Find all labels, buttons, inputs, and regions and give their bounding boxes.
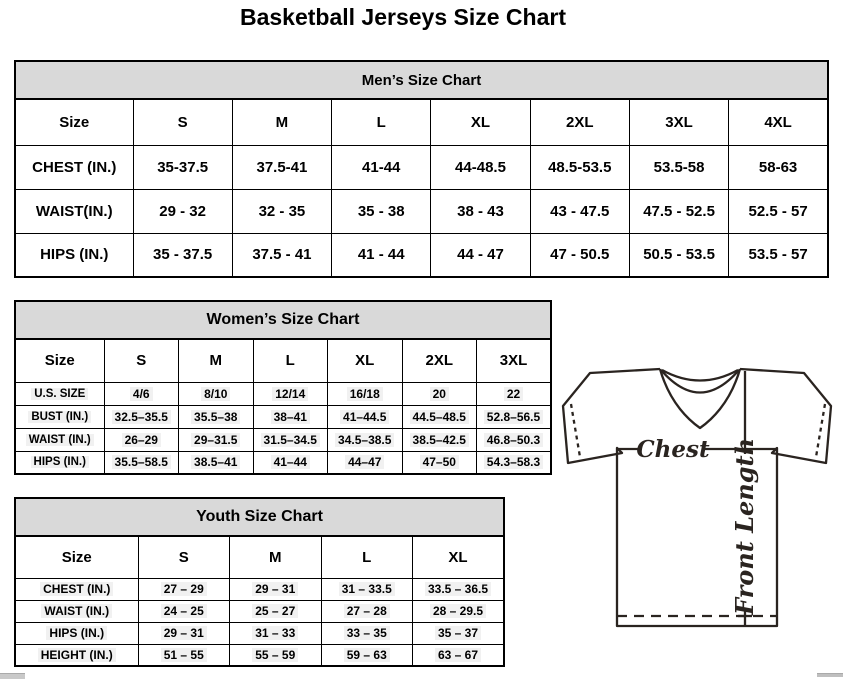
- table-row: [15, 189, 828, 233]
- size-value-cell: 4/6: [104, 382, 179, 405]
- size-value-cell: 37.5-41: [232, 145, 331, 189]
- col-header: L: [321, 536, 413, 578]
- size-value-cell: 44–47: [328, 451, 403, 474]
- scrollbar-fragment-right[interactable]: [817, 673, 843, 677]
- size-value-cell: 47 - 50.5: [530, 233, 629, 277]
- table-row: [15, 428, 551, 451]
- size-value-cell: 44-48.5: [431, 145, 530, 189]
- size-value-cell: 12/14: [253, 382, 328, 405]
- size-value-cell: 58-63: [729, 145, 828, 189]
- col-header: L: [253, 339, 328, 382]
- size-value-cell: 25 – 27: [230, 600, 322, 622]
- size-value-cell: 44 - 47: [431, 233, 530, 277]
- size-value-cell: 34.5–38.5: [328, 428, 403, 451]
- col-header: M: [230, 536, 322, 578]
- size-value-cell: 35-37.5: [133, 145, 232, 189]
- size-value-cell: 16/18: [328, 382, 403, 405]
- youth-table-title: Youth Size Chart: [15, 498, 504, 536]
- size-value-cell: 26–29: [104, 428, 179, 451]
- size-value-cell: 32 - 35: [232, 189, 331, 233]
- size-value-cell: 53.5 - 57: [729, 233, 828, 277]
- size-value-cell: 41 - 44: [332, 233, 431, 277]
- table-row: [15, 145, 828, 189]
- col-header: Size: [15, 99, 133, 145]
- row-label: WAIST (IN.): [15, 428, 104, 451]
- row-label: HEIGHT (IN.): [15, 644, 138, 666]
- size-value-cell: 47.5 - 52.5: [629, 189, 728, 233]
- size-value-cell: 31.5–34.5: [253, 428, 328, 451]
- size-value-cell: 55 – 59: [230, 644, 322, 666]
- size-value-cell: 51 – 55: [138, 644, 230, 666]
- jersey-diagram: [556, 358, 840, 660]
- front-length-label: Front Length: [730, 437, 759, 615]
- size-value-cell: 41–44: [253, 451, 328, 474]
- table-header-row: [15, 536, 504, 578]
- col-header: L: [332, 99, 431, 145]
- table-row: [15, 622, 504, 644]
- table-row: [15, 600, 504, 622]
- size-value-cell: 35 - 37.5: [133, 233, 232, 277]
- size-value-cell: 29 – 31: [138, 622, 230, 644]
- col-header: 3XL: [477, 339, 552, 382]
- col-header: XL: [328, 339, 403, 382]
- row-label: BUST (IN.): [15, 405, 104, 428]
- womens-size-table: [14, 300, 552, 475]
- col-header: S: [104, 339, 179, 382]
- table-row: [15, 233, 828, 277]
- jersey-outline: [563, 369, 831, 626]
- col-header: XL: [431, 99, 530, 145]
- size-value-cell: 31 – 33.5: [321, 578, 413, 600]
- mens-table-title: Men’s Size Chart: [15, 61, 828, 99]
- size-value-cell: 31 – 33: [230, 622, 322, 644]
- cuff-seam-dashed: [571, 404, 580, 457]
- size-value-cell: 20: [402, 382, 477, 405]
- row-label: HIPS (IN.): [15, 622, 138, 644]
- mens-size-table: [14, 60, 829, 278]
- size-value-cell: 37.5 - 41: [232, 233, 331, 277]
- size-value-cell: 52.8–56.5: [477, 405, 552, 428]
- col-header: 4XL: [729, 99, 828, 145]
- col-header: 2XL: [402, 339, 477, 382]
- col-header: XL: [413, 536, 505, 578]
- size-value-cell: 28 – 29.5: [413, 600, 505, 622]
- size-value-cell: 32.5–35.5: [104, 405, 179, 428]
- size-value-cell: 52.5 - 57: [729, 189, 828, 233]
- scrollbar-fragment-left[interactable]: [0, 673, 25, 679]
- row-label: WAIST(IN.): [15, 189, 133, 233]
- row-label: CHEST (IN.): [15, 145, 133, 189]
- size-value-cell: 63 – 67: [413, 644, 505, 666]
- row-label: U.S. SIZE: [15, 382, 104, 405]
- table-row: [15, 578, 504, 600]
- size-value-cell: 38.5–42.5: [402, 428, 477, 451]
- row-label: WAIST (IN.): [15, 600, 138, 622]
- size-value-cell: 35.5–38: [179, 405, 254, 428]
- size-value-cell: 46.8–50.3: [477, 428, 552, 451]
- cuff-seam-dashed: [816, 404, 825, 457]
- col-header: S: [138, 536, 230, 578]
- col-header: M: [232, 99, 331, 145]
- size-value-cell: 29–31.5: [179, 428, 254, 451]
- jersey-collar: [660, 369, 740, 428]
- size-value-cell: 47–50: [402, 451, 477, 474]
- size-value-cell: 27 – 29: [138, 578, 230, 600]
- jersey-collar: [662, 370, 738, 381]
- size-value-cell: 59 – 63: [321, 644, 413, 666]
- page-title: Basketball Jerseys Size Chart: [239, 4, 566, 30]
- size-value-cell: 38.5–41: [179, 451, 254, 474]
- table-row: [15, 451, 551, 474]
- size-value-cell: 48.5-53.5: [530, 145, 629, 189]
- womens-table-title: Women’s Size Chart: [15, 301, 551, 339]
- youth-size-table: [14, 497, 505, 667]
- size-value-cell: 44.5–48.5: [402, 405, 477, 428]
- table-header-row: [15, 339, 551, 382]
- row-label: CHEST (IN.): [15, 578, 138, 600]
- size-value-cell: 35.5–58.5: [104, 451, 179, 474]
- size-value-cell: 22: [477, 382, 552, 405]
- size-value-cell: 53.5-58: [629, 145, 728, 189]
- size-value-cell: 24 – 25: [138, 600, 230, 622]
- size-value-cell: 41–44.5: [328, 405, 403, 428]
- table-row: [15, 405, 551, 428]
- col-header: Size: [15, 339, 104, 382]
- size-value-cell: 50.5 - 53.5: [629, 233, 728, 277]
- size-value-cell: 38 - 43: [431, 189, 530, 233]
- size-value-cell: 27 – 28: [321, 600, 413, 622]
- table-row: [15, 644, 504, 666]
- size-value-cell: 8/10: [179, 382, 254, 405]
- size-value-cell: 29 – 31: [230, 578, 322, 600]
- row-label: HIPS (IN.): [15, 451, 104, 474]
- size-value-cell: 33.5 – 36.5: [413, 578, 505, 600]
- chest-label: Chest: [636, 436, 710, 463]
- size-value-cell: 54.3–58.3: [477, 451, 552, 474]
- col-header: S: [133, 99, 232, 145]
- row-label: HIPS (IN.): [15, 233, 133, 277]
- table-row: [15, 382, 551, 405]
- col-header: 3XL: [629, 99, 728, 145]
- size-value-cell: 33 – 35: [321, 622, 413, 644]
- table-header-row: [15, 99, 828, 145]
- size-value-cell: 41-44: [332, 145, 431, 189]
- size-value-cell: 35 - 38: [332, 189, 431, 233]
- size-value-cell: 43 - 47.5: [530, 189, 629, 233]
- col-header: Size: [15, 536, 138, 578]
- size-value-cell: 35 – 37: [413, 622, 505, 644]
- col-header: 2XL: [530, 99, 629, 145]
- size-value-cell: 29 - 32: [133, 189, 232, 233]
- col-header: M: [179, 339, 254, 382]
- size-value-cell: 38–41: [253, 405, 328, 428]
